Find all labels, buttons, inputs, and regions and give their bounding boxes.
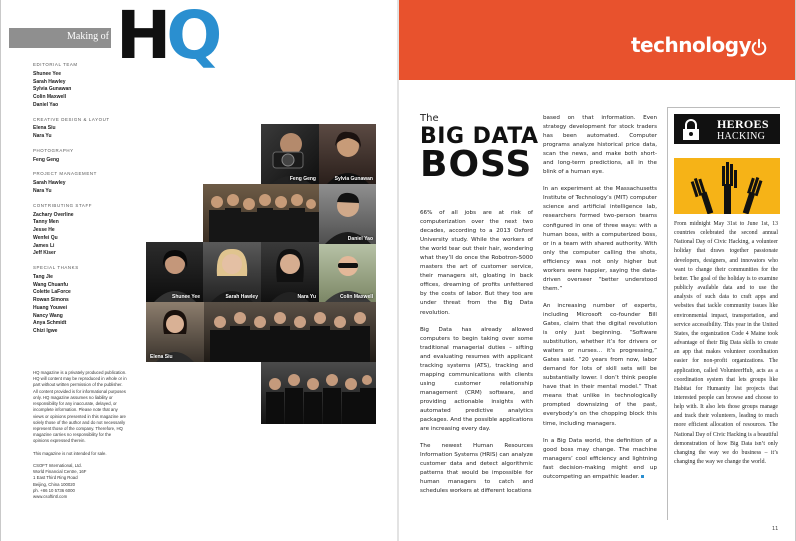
caption-sarah: Sarah Hawley <box>225 294 258 300</box>
masthead-person: Wang Chuanfu <box>33 281 69 288</box>
masthead-section-title: PHOTOGRAPHY <box>33 147 74 153</box>
masthead-person: Daniel Yao <box>33 101 59 108</box>
caption-sylvia: Sylvia Gunawan <box>334 176 373 182</box>
right-page <box>399 0 795 541</box>
address-line: ph. +86 10 5736 6000 <box>33 487 75 493</box>
disclaimer-text: HQ magazine is a privately produced publication. HQ will content may be reproduced in whole or in part without written permission of the publisher. All content provided is for informational purposes only. HQ magazine assumes no liability or responsibility for any inaccurate, delayed, or incomplete information. Please note that any views or opinions presented in this magazine are solely those of the author and do not necessarily represent those of the company. Therefore, HQ magazine carries no responsibility for the opinions expressed therein. <box>33 370 127 444</box>
masthead-section-title: CREATIVE DESIGN & LAYOUT <box>33 116 110 122</box>
address-line: Beijing, China 100020 <box>33 481 76 487</box>
hq-logo <box>116 0 218 74</box>
address-line: World Financial Centre, 16F <box>33 469 87 475</box>
publisher-address <box>33 463 128 500</box>
masthead-person: Tang Jie <box>33 273 53 280</box>
article-paragraph-last <box>543 437 657 482</box>
caption-shunee: Shunee Yee <box>172 294 200 300</box>
masthead-person: Chizi Igwe <box>33 328 58 335</box>
section-title: technology <box>631 33 752 57</box>
masthead-person: Sarah Hawley <box>33 180 66 187</box>
article-paragraph: An increasing number of experts, including Microsoft co-founder Bill Gates, claim that the digital revolution is only just beginning. “Software substitution, whether it’s for drivers or waiters or nurses… it’s progressing,” Gates said. “20 years from now, labor demand for lots of skill sets will be substantially lower. I don’t think people have that in their mental model.” That means that unlike in technologically prompted downsizing of the past, everybody’s on the chopping block this time, including managers. <box>543 302 657 427</box>
hq-logo-q: Q <box>166 0 218 74</box>
person-icon <box>319 184 376 244</box>
sidebar-body: From midnight May 31st to June 1st, 13 countries celebrated the second annual National Day of Civic Hacking, a volunteer holiday that draws together passionate developers, designers, and innovators who want to change their communities for the better. The goal of the holiday is to examine publicly available data and to use the analysis of such data to craft apps and websites that tackle community issues like environmental impact, transportation, and service accessibility. This year in the United States, the organization Code 4 Maine took advantage of their Big Data skills to create an app that makes volunteer coordination easier for non-profit organizations. The application, called VolunteerHub, acts as a coordination system that lets groups like Habitat for Humanity list projects that interested people can browse and choose to help with. It also lets those groups manage and track their volunteers, leading to much more efficient allocation of resources. The National Day of Civic Hacking is a beautiful demonstration of how Big Data isn’t only changing the way we do business – it’s changing the way we change the world. <box>674 221 778 466</box>
masthead-person: Wenfei Qu <box>33 234 58 241</box>
masthead-person: Colin Maxwell <box>33 94 67 101</box>
masthead-person: Anya Schmidt <box>33 320 67 327</box>
sidebar-title-1: HEROES <box>717 117 769 131</box>
page-number: 11 <box>772 526 779 532</box>
hq-logo-h: H <box>116 0 167 74</box>
making-of-label: Making of <box>67 31 109 42</box>
photo-sylvia <box>319 124 376 184</box>
group-people-icon <box>261 362 376 424</box>
article-paragraph: based on that information. Even strategy development for stock traders has been automated. Computer programs analyze historical price data, scan the news, and make both short- and long-term predictions, all in the blink of a human eye. <box>543 115 657 176</box>
sidebar-heroes-hacking <box>667 107 780 520</box>
article-paragraph: In a Big Data world, the definition of a good boss may change. The machine managers’ cool efficiency and lightning fast decision-making might end up outcompeting an empathic leader. <box>543 437 657 480</box>
photo-colin <box>319 244 376 302</box>
person-icon <box>319 124 376 184</box>
magazine-spread <box>1 0 795 541</box>
photo-group-top <box>203 184 319 242</box>
disclaimer-block <box>33 370 128 500</box>
address-line: 1 East Third Ring Road <box>33 475 78 481</box>
camera-person-icon <box>261 124 319 184</box>
masthead-credits <box>33 62 133 336</box>
address-line: www.csoftintl.com <box>33 493 68 499</box>
lock-icon <box>682 119 700 141</box>
article-paragraph: Big Data has already allowed computers to begin taking over some traditional managerial duties – sifting and evaluating resumes with applicant tracking systems (ATS), tracking and mapping communications with clients using customer relationship management (CRM) software, and providing actionable insights with automated predictive analytics packages. And the possible applications are increasing every day. <box>420 326 533 433</box>
person-icon <box>261 242 319 302</box>
caption-elena: Elena Siu <box>150 354 173 360</box>
person-icon <box>146 302 204 362</box>
end-of-article-mark <box>641 475 644 478</box>
person-icon <box>203 242 261 302</box>
article-column-1 <box>420 209 533 504</box>
sidebar-header <box>674 114 780 144</box>
masthead-person: Huang Youwei <box>33 304 67 311</box>
caption-feng-geng: Feng Geng <box>289 176 316 182</box>
masthead-section-title: PROJECT MANAGEMENT <box>33 171 97 177</box>
masthead-person: Elena Siu <box>33 125 56 132</box>
masthead-person: Jesse He <box>33 227 55 234</box>
masthead-section-title: SPECIAL THANKS <box>33 265 79 271</box>
photo-nara <box>261 242 319 302</box>
caption-nara: Nara Yu <box>297 294 316 300</box>
sidebar-title-2: HACKING <box>717 131 766 142</box>
photo-elena <box>146 302 204 362</box>
headline-line-1: BIG DATA <box>420 124 539 149</box>
photo-group-middle <box>204 302 376 362</box>
person-icon <box>146 242 203 302</box>
photo-group-bottom <box>261 362 376 424</box>
masthead-person: Nancy Wang <box>33 312 63 319</box>
photo-shunee <box>146 242 203 302</box>
power-icon <box>750 38 768 56</box>
masthead-person: Sarah Hawley <box>33 78 66 85</box>
raised-hands-icon <box>674 158 780 214</box>
left-page <box>1 0 397 541</box>
masthead-person: Jeff Kiser <box>33 250 56 257</box>
masthead-person: Rowan Simons <box>33 297 69 304</box>
caption-daniel: Daniel Yao <box>347 236 373 242</box>
raised-hands-illustration <box>674 158 780 214</box>
masthead-person: James Li <box>33 242 55 249</box>
masthead-person: Nara Yu <box>33 188 52 195</box>
photo-daniel <box>319 184 376 244</box>
headline-line-2: BOSS <box>420 144 533 185</box>
masthead-person: Sylvia Gunawan <box>33 86 72 93</box>
masthead-person: Tanny Men <box>33 219 59 226</box>
headline-kicker: The <box>420 113 439 124</box>
masthead-person: Zachary Overline <box>33 211 74 218</box>
not-for-sale-text: This magazine is not intended for sale. <box>33 450 107 456</box>
photo-feng-geng <box>261 124 319 184</box>
masthead-person: Colette LaForce <box>33 289 71 296</box>
masthead-section-title: CONTRIBUTING STAFF <box>33 202 93 208</box>
masthead-section-title: EDITORIAL TEAM <box>33 62 78 67</box>
caption-colin: Colin Maxwell <box>339 294 373 300</box>
article-paragraph: 66% of all jobs are at risk of computerization over the next two decades, according to a 2013 Oxford University study. While the workers of the world tear out their hair, wondering what they’ll do once the Robotron-5000 masters the art of customer service, their managers sit, gloating in back offices, dreaming of profits unfettered by the costs of labor. But they too are under threat from the Big Data revolution. <box>420 210 533 316</box>
article-column-2 <box>543 114 657 490</box>
masthead-person: Shunee Yee <box>33 70 61 77</box>
article-paragraph: In an experiment at the Massachusetts Institute of Technology’s (MIT) computer science and artificial intelligence lab, researchers formed two-person teams configured in one of three ways: with a human boss, with a computerized boss, or in a team with shared authority. With only the computer calling the shots, efficiency was not only higher but workers were happier, saying the data-driven overseer “better understood them.” <box>543 186 657 292</box>
address-line: CSOFT International, Ltd. <box>33 462 82 468</box>
photo-sarah <box>203 242 261 302</box>
group-people-icon <box>204 302 376 362</box>
masthead-person: Feng Geng <box>33 156 60 163</box>
masthead-person: Nara Yu <box>33 133 52 140</box>
article-paragraph: The newest Human Resources Information Systems (HRIS) can analyze customer data and detect algorithmic patterns that would be impossible for human managers to catch and schedules workers at different locations <box>420 443 533 495</box>
group-people-icon <box>203 184 319 242</box>
